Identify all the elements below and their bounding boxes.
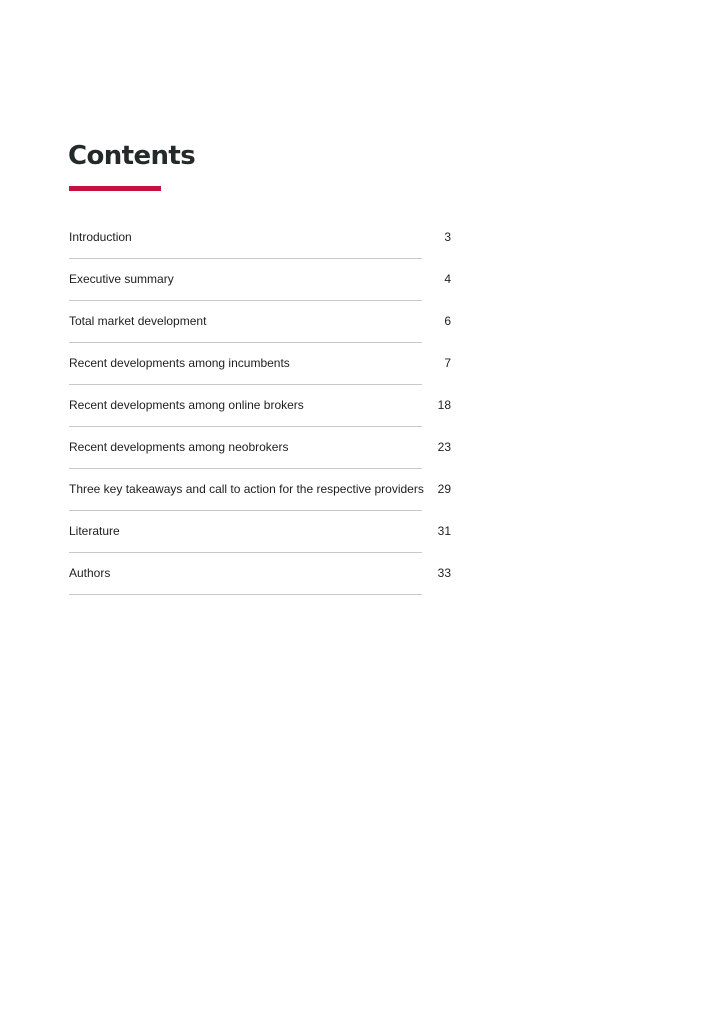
toc-entry-label: Introduction bbox=[69, 230, 132, 244]
toc-entry-online-brokers[interactable] bbox=[69, 385, 452, 427]
toc-entry-label: Recent developments among neobrokers bbox=[69, 440, 289, 454]
toc-entry-label: Three key takeaways and call to action for the respective providers bbox=[69, 482, 424, 496]
toc-entry-total-market-development[interactable] bbox=[69, 301, 452, 343]
toc-entry-key-takeaways[interactable] bbox=[69, 469, 452, 511]
toc-entry-page-number: 29 bbox=[437, 482, 451, 496]
toc-entry-page-number: 33 bbox=[437, 566, 451, 580]
toc-entry-page-number: 31 bbox=[437, 524, 451, 538]
toc-entry-neobrokers[interactable] bbox=[69, 427, 452, 469]
toc-entry-page-number: 7 bbox=[444, 356, 451, 370]
page-title: Contents bbox=[68, 141, 196, 171]
toc-entry-label: Executive summary bbox=[69, 272, 174, 286]
toc-entry-page-number: 23 bbox=[437, 440, 451, 454]
toc-entry-page-number: 6 bbox=[444, 314, 451, 328]
toc-divider bbox=[69, 594, 422, 595]
toc-entry-label: Authors bbox=[69, 566, 111, 580]
toc-entry-label: Recent developments among incumbents bbox=[69, 356, 290, 370]
toc-entry-literature[interactable] bbox=[69, 511, 452, 553]
toc-entry-authors[interactable] bbox=[69, 553, 452, 595]
toc-entry-incumbents[interactable] bbox=[69, 343, 452, 385]
toc-entry-executive-summary[interactable] bbox=[69, 259, 452, 301]
toc-entry-page-number: 18 bbox=[437, 398, 451, 412]
toc-entry-label: Literature bbox=[69, 524, 120, 538]
toc-entry-label: Total market development bbox=[69, 314, 207, 328]
toc-entry-page-number: 3 bbox=[444, 230, 451, 244]
toc-entry-label: Recent developments among online brokers bbox=[69, 398, 304, 412]
toc-entry-page-number: 4 bbox=[444, 272, 451, 286]
toc-entry-introduction[interactable] bbox=[69, 217, 452, 259]
title-accent-bar bbox=[69, 186, 161, 191]
table-of-contents bbox=[69, 217, 452, 595]
